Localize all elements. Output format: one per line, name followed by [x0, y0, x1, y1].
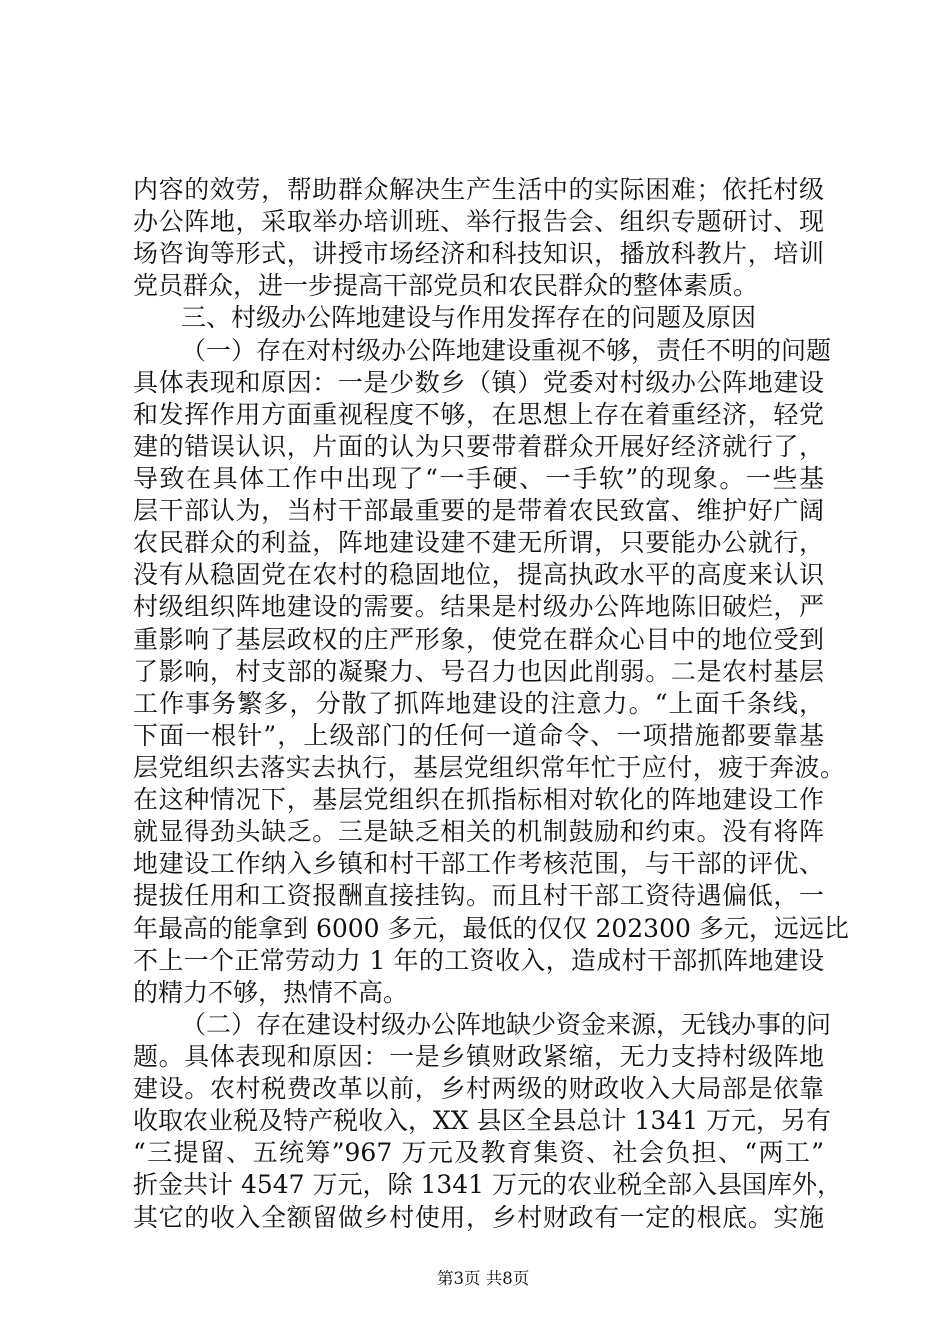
paragraph-issue-one	[133, 335, 849, 1009]
text-line: 其它的收入全额留做乡村使用，乡村财政有一定的根底。实施	[133, 1202, 824, 1232]
text-line: 下面一根针”，上级部门的任何一道命令、一项措施都要靠基	[133, 720, 824, 750]
text-line: 具体表现和原因：一是少数乡（镇）党委对村级办公阵地建设	[133, 367, 824, 397]
text-line: 年最高的能拿到 6000 多元，最低的仅仅 202300 多元，远远比	[133, 913, 849, 943]
text-line: 层干部认为，当村干部最重要的是带着农民致富、维护好广阔	[133, 496, 824, 526]
text-line: 了影响，村支部的凝聚力、号召力也因此削弱。二是农村基层	[133, 656, 824, 686]
section-heading-text: 三、村级办公阵地建设与作用发挥存在的问题及原因	[181, 303, 757, 333]
text-line: 没有从稳固党在农村的稳固地位，提高执政水平的高度来认识	[133, 560, 824, 590]
text-line: 办公阵地，采取举办培训班、举行报告会、组织专题研讨、现	[133, 207, 824, 237]
text-line: 村级组织阵地建设的需要。结果是村级办公阵地陈旧破烂，严	[133, 592, 824, 622]
text-line: 内容的效劳，帮助群众解决生产生活中的实际困难；依托村级	[133, 175, 824, 204]
text-line: 导致在具体工作中出现了“一手硬、一手软”的现象。一些基	[133, 463, 824, 493]
text-line: 场咨询等形式，讲授市场经济和科技知识，播放科教片，培训	[133, 239, 824, 269]
text-line: 不上一个正常劳动力 1 年的工资收入，造成村干部抓阵地建设	[133, 945, 824, 975]
text-line: 提拔任用和工资报酬直接挂钩。而且村干部工资待遇偏低，一	[133, 881, 824, 911]
text-line: 党员群众，进一步提高干部党员和农民群众的整体素质。	[133, 271, 759, 301]
text-line: “三提留、五统筹”967 万元及教育集资、社会负担、“两工”	[133, 1138, 824, 1168]
page-number-footer: 第3页 共8页	[437, 1269, 530, 1288]
text-line: 工作事务繁多，分散了抓阵地建设的注意力。“上面千条线，	[133, 688, 824, 718]
text-line: 建的错误认识，片面的认为只要带着群众开展好经济就行了，	[133, 431, 824, 461]
text-line: 题。具体表现和原因：一是乡镇财政紧缩，无力支持村级阵地	[133, 1041, 824, 1071]
text-line: 在这种情况下，基层党组织在抓指标相对软化的阵地建设工作	[133, 785, 824, 815]
text-line: 和发挥作用方面重视程度不够，在思想上存在着重经济，轻党	[133, 399, 824, 429]
text-line: 就显得劲头缺乏。三是缺乏相关的机制鼓励和约束。没有将阵	[133, 817, 824, 847]
document-body	[133, 174, 849, 1234]
paragraph-issue-two	[133, 1009, 843, 1234]
text-line: 折金共计 4547 万元，除 1341 万元的农业税全部入县国库外，	[133, 1170, 843, 1200]
text-line: 重影响了基层政权的庄严形象，使党在群众心目中的地位受到	[133, 624, 824, 654]
text-line: 农民群众的利益，阵地建设建不建无所谓，只要能办公就行，	[133, 528, 824, 558]
text-line: 建设。农村税费改革以前，乡村两级的财政收入大局部是依靠	[133, 1074, 824, 1104]
text-line: 的精力不够，热情不高。	[133, 977, 409, 1007]
text-line: 收取农业税及特产税收入，XX 县区全县总计 1341 万元，另有	[133, 1106, 832, 1136]
text-line: （二）存在建设村级办公阵地缺少资金来源，无钱办事的问	[181, 1009, 832, 1039]
text-line: 地建设工作纳入乡镇和村干部工作考核范围，与干部的评优、	[133, 849, 824, 879]
text-line: （一）存在对村级办公阵地建设重视不够，责任不明的问题	[181, 335, 832, 365]
text-line: 层党组织去落实去执行，基层党组织常年忙于应付，疲于奔波。	[133, 752, 845, 782]
paragraph-service-training	[133, 174, 824, 302]
section-heading	[133, 302, 824, 334]
